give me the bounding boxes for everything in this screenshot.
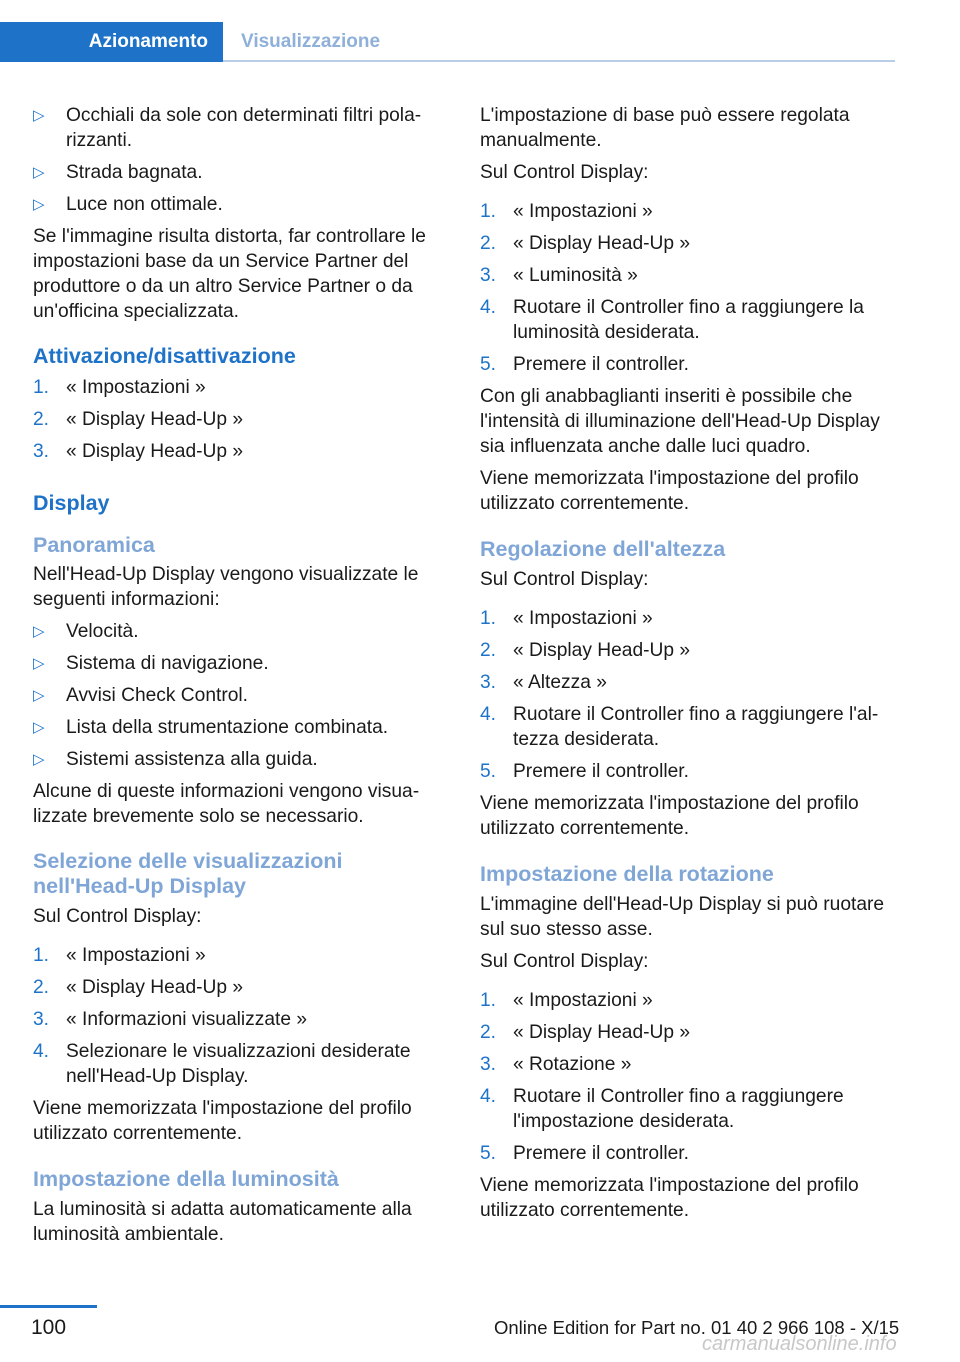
steps-selection bbox=[33, 943, 443, 1089]
step-item bbox=[480, 988, 898, 1013]
bullet-list-conditions bbox=[33, 103, 443, 217]
bullet-icon: ▷ bbox=[33, 751, 45, 768]
item-text: « Impostazioni » bbox=[513, 608, 653, 629]
page-number: 100 bbox=[30, 1316, 67, 1339]
right-column bbox=[480, 103, 898, 1230]
step-number: 5. bbox=[480, 354, 497, 375]
edition-note: Online Edition for Part no. 01 40 2 966 108 - X/15 bbox=[494, 1317, 900, 1338]
step-number: 3. bbox=[480, 265, 497, 286]
list-item bbox=[33, 715, 443, 740]
bullet-icon: ▷ bbox=[33, 687, 45, 704]
step-item bbox=[480, 1020, 898, 1045]
heading-brightness: Impostazione della luminosità bbox=[33, 1167, 339, 1191]
step-item bbox=[480, 638, 898, 663]
paragraph-distortion: Se l'immagine risulta distorta, far controllare le impostazioni base da un Service Partner del produttore o da un altro Service Partner o da un'officina specializzata. bbox=[33, 226, 426, 322]
paragraph-saved-1: Viene memorizzata l'impostazione del profilo utilizzato correntemente. bbox=[480, 468, 859, 514]
list-item bbox=[33, 747, 443, 772]
item-text: « Informazioni visualizzate » bbox=[66, 1009, 308, 1030]
step-number: 1. bbox=[33, 945, 50, 966]
step-number: 3. bbox=[480, 1054, 497, 1075]
step-number: 5. bbox=[480, 761, 497, 782]
bullet-icon: ▷ bbox=[33, 196, 45, 213]
step-item bbox=[480, 199, 898, 224]
bullet-icon: ▷ bbox=[33, 655, 45, 672]
list-item bbox=[33, 192, 443, 217]
step-item bbox=[480, 263, 898, 288]
step-item bbox=[480, 759, 898, 784]
item-text: « Display Head-Up » bbox=[66, 409, 244, 430]
item-text: Sistema di navigazione. bbox=[66, 653, 269, 674]
item-text: « Altezza » bbox=[513, 672, 607, 693]
step-number: 1. bbox=[480, 201, 497, 222]
bullet-icon: ▷ bbox=[33, 623, 45, 640]
step-number: 3. bbox=[480, 672, 497, 693]
item-text: Ruotare il Controller fino a raggiungere l'altezza desiderata. bbox=[513, 704, 879, 750]
heading-overview: Panoramica bbox=[33, 533, 155, 557]
step-number: 4. bbox=[480, 1086, 497, 1107]
footer-rule bbox=[0, 1305, 97, 1308]
heading-height: Regolazione dell'altezza bbox=[480, 537, 726, 561]
item-text: Premere il controller. bbox=[513, 1143, 689, 1164]
item-text: Luce non ottimale. bbox=[66, 194, 223, 215]
step-item bbox=[480, 702, 898, 752]
item-text: « Impostazioni » bbox=[66, 945, 206, 966]
paragraph-base-setting: L'impostazione di base può essere regolata manualmente. bbox=[480, 105, 850, 151]
step-number: 2. bbox=[33, 977, 50, 998]
item-text: Lista della strumentazione combinata. bbox=[66, 717, 389, 738]
item-text: « Display Head-Up » bbox=[513, 1022, 691, 1043]
page-header bbox=[0, 22, 895, 62]
step-item bbox=[33, 375, 443, 400]
paragraph-saved-3: Viene memorizzata l'impostazione del profilo utilizzato correntemente. bbox=[480, 1175, 859, 1221]
item-text: « Luminosità » bbox=[513, 265, 638, 286]
item-text: « Display Head-Up » bbox=[66, 977, 244, 998]
list-item bbox=[33, 683, 443, 708]
item-text: « Impostazioni » bbox=[66, 377, 206, 398]
item-text: « Display Head-Up » bbox=[513, 233, 691, 254]
step-number: 1. bbox=[33, 377, 50, 398]
step-item bbox=[480, 1141, 898, 1166]
step-item bbox=[480, 1052, 898, 1077]
item-text: Premere il controller. bbox=[513, 354, 689, 375]
tab-azionamento[interactable]: Azionamento bbox=[0, 22, 223, 62]
step-number: 4. bbox=[33, 1041, 50, 1062]
step-number: 1. bbox=[480, 990, 497, 1011]
step-number: 4. bbox=[480, 297, 497, 318]
paragraph-control-display-1: Sul Control Display: bbox=[480, 162, 649, 183]
steps-rotation bbox=[480, 988, 898, 1166]
item-text: « Display Head-Up » bbox=[513, 640, 691, 661]
heading-rotation: Impostazione della rotazione bbox=[480, 862, 774, 886]
paragraph-control-display-3: Sul Control Display: bbox=[480, 951, 649, 972]
item-text: « Impostazioni » bbox=[513, 990, 653, 1011]
item-text: Velocità. bbox=[66, 621, 139, 642]
left-column bbox=[33, 103, 443, 1254]
item-text: « Display Head-Up » bbox=[66, 441, 244, 462]
tab-visualizzazione[interactable]: Visualizzazione bbox=[241, 31, 381, 52]
paragraph-rotation: L'immagine dell'Head-Up Display si può ruotare sul suo stesso asse. bbox=[480, 894, 885, 940]
bullet-icon: ▷ bbox=[33, 164, 45, 181]
step-number: 3. bbox=[33, 441, 50, 462]
step-number: 2. bbox=[480, 1022, 497, 1043]
paragraph-saved: Viene memorizzata l'impostazione del profilo utilizzato correntemente. bbox=[33, 1098, 412, 1144]
paragraph-control-display-2: Sul Control Display: bbox=[480, 569, 649, 590]
step-item bbox=[480, 606, 898, 631]
item-text: Sistemi assistenza alla guida. bbox=[66, 749, 318, 770]
step-item bbox=[480, 295, 898, 345]
list-item bbox=[33, 651, 443, 676]
list-item bbox=[33, 103, 443, 153]
list-item bbox=[33, 160, 443, 185]
paragraph-saved-2: Viene memorizzata l'impostazione del profilo utilizzato correntemente. bbox=[480, 793, 859, 839]
step-item bbox=[33, 407, 443, 432]
step-number: 2. bbox=[480, 233, 497, 254]
item-text: « Impostazioni » bbox=[513, 201, 653, 222]
item-text: Selezionare le visualizzazioni desiderate nell'Head-Up Display. bbox=[66, 1041, 411, 1087]
step-number: 5. bbox=[480, 1143, 497, 1164]
item-text: Strada bagnata. bbox=[66, 162, 203, 183]
item-text: Avvisi Check Control. bbox=[66, 685, 248, 706]
paragraph-control-display: Sul Control Display: bbox=[33, 906, 202, 927]
step-number: 2. bbox=[33, 409, 50, 430]
bullet-list-info bbox=[33, 619, 443, 772]
item-text: Premere il controller. bbox=[513, 761, 689, 782]
step-item bbox=[33, 975, 443, 1000]
step-item bbox=[33, 439, 443, 464]
heading-activation: Attivazione/disattivazione bbox=[33, 344, 296, 368]
step-number: 3. bbox=[33, 1009, 50, 1030]
paragraph-brightness: La luminosità si adatta automaticamente alla luminosità ambientale. bbox=[33, 1199, 412, 1245]
item-text: Ruotare il Controller fino a raggiungere l'impostazione desiderata. bbox=[513, 1086, 844, 1132]
step-number: 4. bbox=[480, 704, 497, 725]
step-item bbox=[480, 352, 898, 377]
bullet-icon: ▷ bbox=[33, 719, 45, 736]
step-item bbox=[33, 1007, 443, 1032]
list-item bbox=[33, 619, 443, 644]
step-item bbox=[480, 670, 898, 695]
watermark: carmanualsonline.info bbox=[702, 1333, 897, 1355]
step-item bbox=[33, 1039, 443, 1089]
item-text: « Rotazione » bbox=[513, 1054, 632, 1075]
item-text: Ruotare il Controller fino a raggiungere la luminosità desiderata. bbox=[513, 297, 864, 343]
steps-height bbox=[480, 606, 898, 784]
step-number: 2. bbox=[480, 640, 497, 661]
steps-brightness bbox=[480, 199, 898, 377]
heading-display: Display bbox=[33, 491, 110, 515]
step-item bbox=[480, 231, 898, 256]
paragraph-low-beams: Con gli anabbaglianti inseriti è possibile che l'intensità di illuminazione dell'Head-Up Display sia influenzata anche dalle luci quadro. bbox=[480, 386, 880, 457]
step-number: 1. bbox=[480, 608, 497, 629]
bullet-icon: ▷ bbox=[33, 107, 45, 124]
item-text: Occhiali da sole con determinati filtri polarizzanti. bbox=[66, 105, 422, 151]
step-item bbox=[33, 943, 443, 968]
paragraph-some-info: Alcune di queste informazioni vengono visualizzate brevemente solo se necessario. bbox=[33, 781, 420, 827]
heading-selection: Selezione delle visualizzazioni nell'Head-Up Display bbox=[33, 849, 343, 898]
steps-activation bbox=[33, 375, 443, 464]
paragraph-overview: Nell'Head-Up Display vengono visualizzate le seguenti informazioni: bbox=[33, 564, 419, 610]
step-item bbox=[480, 1084, 898, 1134]
